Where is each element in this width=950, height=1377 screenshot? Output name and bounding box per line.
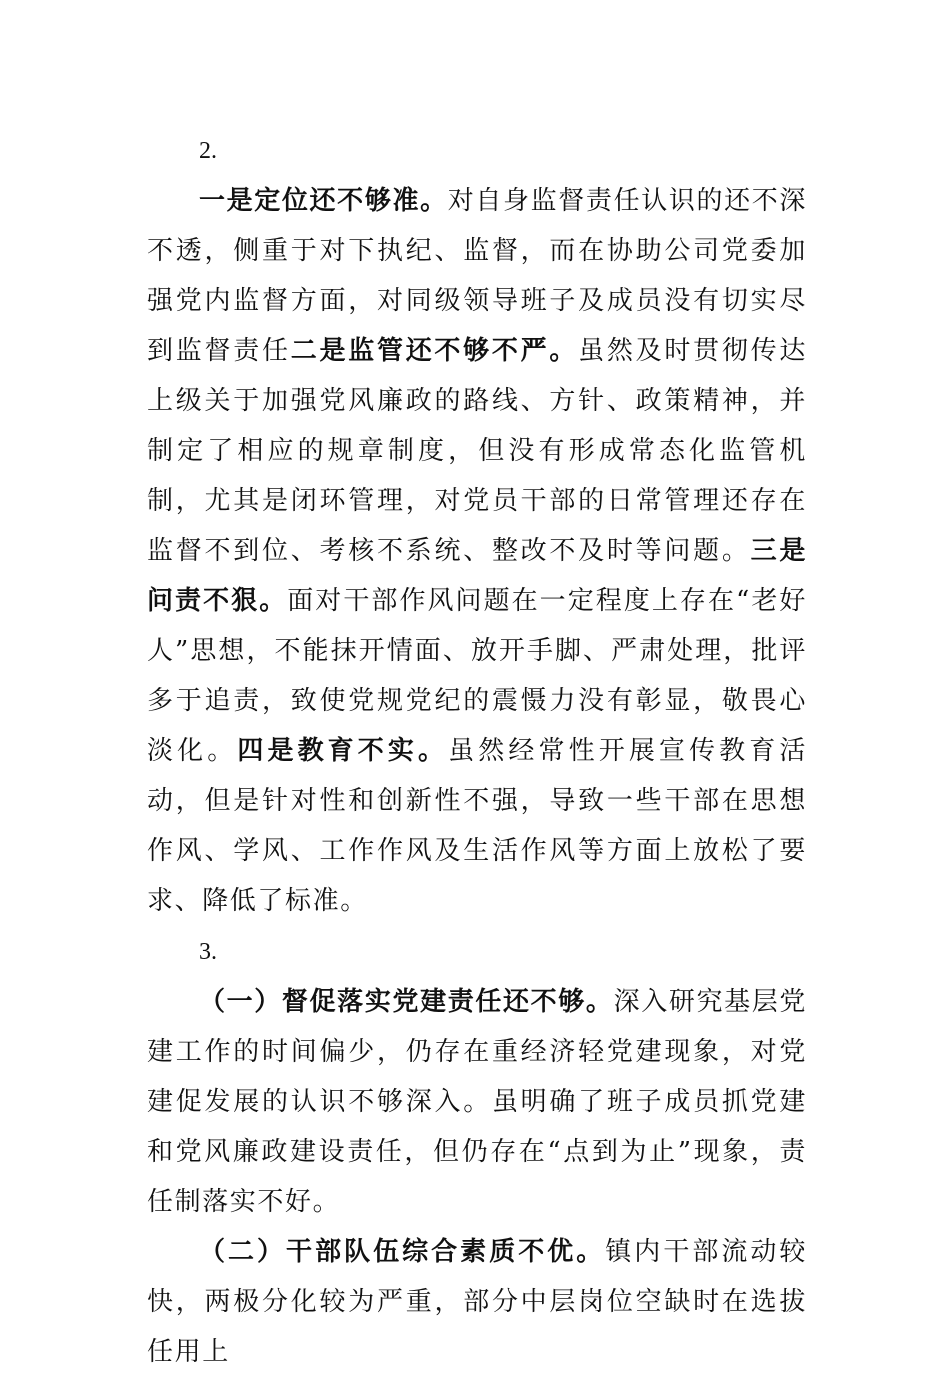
paragraph-text: 面对干部作风问题在一定程度上存在“老好人”思想，不能抹开情面、放开手脚、严肃处理，批评多于追责，致使党规党纪的震慑力没有彰显，敬畏心淡化。 xyxy=(147,586,807,766)
section-number xyxy=(147,125,807,176)
paragraph-text: 对自身监督责任认识的还不深不透，侧重于对下执纪、监督，而在协助公司党委加强党内监督方面，对同级领导班子及成员没有切实尽到监督责任 xyxy=(147,186,807,366)
paragraph-text: 镇内干部流动较快，两极分化较为严重，部分中层岗位空缺时在选拔任用上 xyxy=(147,1237,807,1367)
paragraph-text: 虽然及时贯彻传达上级关于加强党风廉政的路线、方针、政策精神，并制定了相应的规章制度，但没有形成常态化监管机制，尤其是闭环管理，对党员干部的日常管理还存在监督不到位、考核不系统、整改不及时等问题。 xyxy=(147,336,807,566)
bold-heading: 三是问责不狠。 xyxy=(147,536,808,616)
paragraph-text: 虽然经常性开展宣传教育活动，但是针对性和创新性不强，导致一些干部在思想作风、学风、工作作风及生活作风等方面上放松了要求、降低了标准。 xyxy=(147,736,807,916)
bold-heading: （二）干部队伍综合素质不优。 xyxy=(199,1237,606,1267)
bold-heading: 四是教育不实。 xyxy=(237,736,449,766)
bold-heading: （一）督促落实党建责任还不够。 xyxy=(199,987,614,1017)
section-number-text: 3. xyxy=(199,939,217,965)
bold-heading: 一是定位还不够准。 xyxy=(199,186,448,216)
section-number xyxy=(147,926,807,977)
paragraph xyxy=(147,1227,807,1377)
paragraph xyxy=(147,176,807,926)
paragraph xyxy=(147,977,807,1227)
bold-heading: 二是监管还不够不严。 xyxy=(290,336,579,366)
section-number-text: 2. xyxy=(199,138,217,164)
paragraph-text: 深入研究基层党建工作的时间偏少，仍存在重经济轻党建现象，对党建促发展的认识不够深入。虽明确了班子成员抓党建和党风廉政建设责任，但仍存在“点到为止”现象，责任制落实不好。 xyxy=(147,987,807,1217)
document-body xyxy=(147,125,807,1377)
